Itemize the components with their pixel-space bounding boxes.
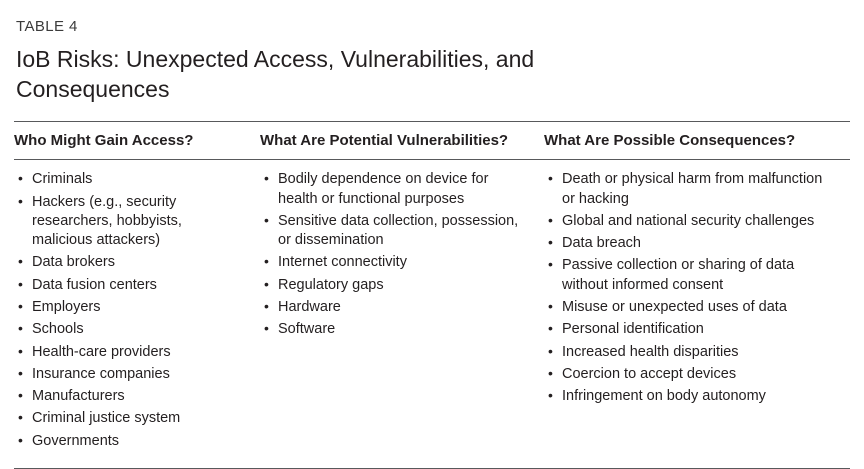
list-item: • Regulatory gaps [260, 276, 530, 295]
list-item: • Criminals [14, 170, 246, 189]
column-header-consequences: What Are Possible Consequences? [544, 131, 796, 149]
table-title: IoB Risks: Unexpected Access, Vulnerabilities, and Consequences [16, 46, 535, 102]
consequences-list [544, 170, 834, 406]
list-item: • Sensitive data collection, possession, or dissemination [260, 212, 530, 251]
list-item: • Misuse or unexpected uses of data [544, 298, 834, 317]
list-item: • Personal identification [544, 320, 834, 339]
list-item: • Increased health disparities [544, 343, 834, 362]
list-item: • Hardware [260, 298, 530, 317]
list-item: • Internet connectivity [260, 253, 530, 272]
list-item: • Criminal justice system [14, 409, 246, 428]
table-body-row [14, 160, 850, 468]
column-header-vulnerabilities: What Are Potential Vulnerabilities? [260, 131, 509, 149]
column-consequences [544, 170, 848, 454]
list-item: • Infringement on body autonomy [544, 387, 834, 406]
list-item: • Global and national security challenges [544, 212, 834, 231]
list-item: • Death or physical harm from malfunction or hacking [544, 170, 834, 209]
table-header-row [14, 122, 850, 160]
list-item: • Insurance companies [14, 365, 246, 384]
list-item: • Coercion to accept devices [544, 365, 834, 384]
list-item: • Data fusion centers [14, 276, 246, 295]
column-header-access: Who Might Gain Access? [14, 131, 194, 149]
vulnerabilities-list [260, 170, 530, 339]
column-vulnerabilities [260, 170, 544, 454]
list-item: • Employers [14, 298, 246, 317]
access-list [14, 170, 246, 451]
list-item: • Health-care providers [14, 343, 246, 362]
list-item: • Manufacturers [14, 387, 246, 406]
table-label: TABLE 4 [16, 18, 78, 35]
list-item: • Hackers (e.g., security researchers, hobbyists, malicious attackers) [14, 193, 246, 251]
list-item: • Passive collection or sharing of data without informed consent [544, 256, 834, 295]
list-item: • Governments [14, 432, 246, 451]
list-item: • Bodily dependence on device for health or functional purposes [260, 170, 530, 209]
list-item: • Schools [14, 320, 246, 339]
list-item: • Software [260, 320, 530, 339]
list-item: • Data breach [544, 234, 834, 253]
column-access [14, 170, 260, 454]
list-item: • Data brokers [14, 253, 246, 272]
